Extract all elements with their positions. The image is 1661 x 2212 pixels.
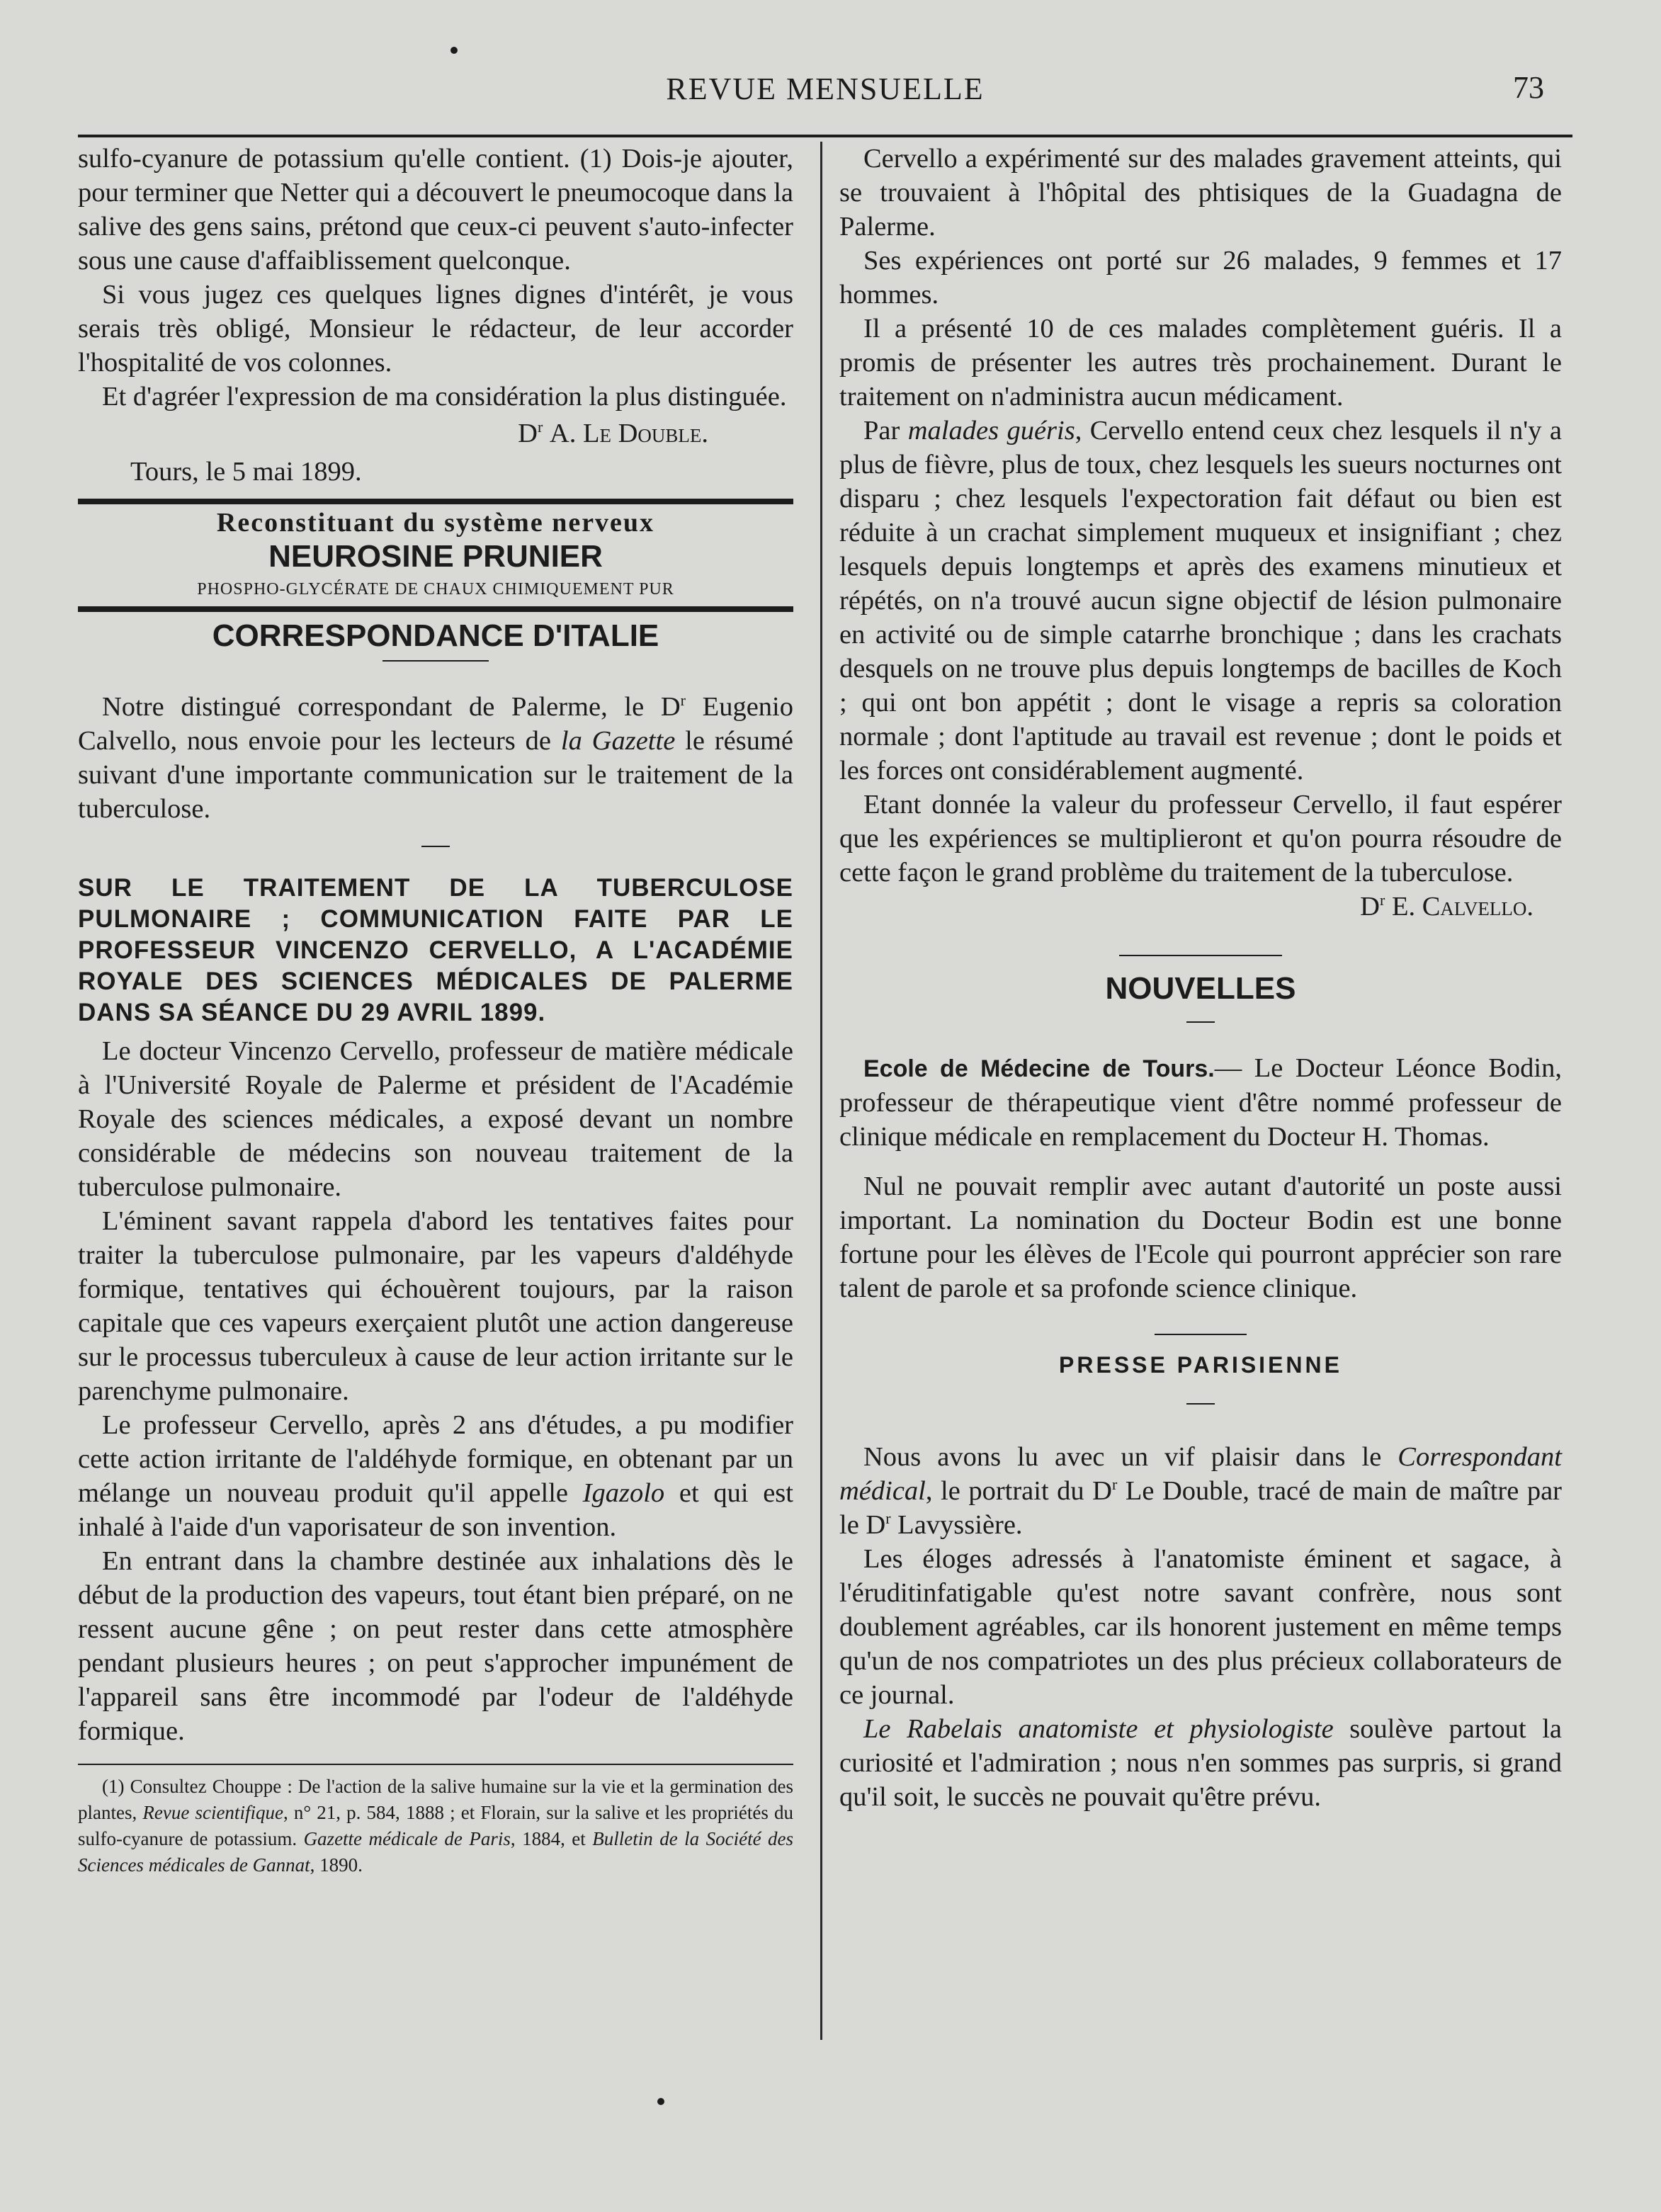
- r4-text-b: , Cervello entend ceux chez lesquels il n'y a plus de fièvre, plus de toux, chez lesquels les sueurs nocturnes ont disparu ; chez lesquels l'expectoration fait défaut ou bien est réduite à un crachat simplement muqueux et insignifiant ; chez lesquels depuis longtemps et après des examens minutieux et répétés, on n'a trouvé aucun signe objectif de lésion pulmonaire en activité ou de simple catarrhe bronchique ; dans les crachats desquels on ne trouve plus depuis longtemps de bacilles de Koch ; qui ont bon appétit ; dont le visage a repris sa coloration normale ; dont l'aptitude au travail est revenue ; dont le poids et les forces ont considérablement augmenté.: [839, 416, 1562, 785]
- section-title-italie: CORRESPONDANCE D'ITALIE: [212, 618, 659, 653]
- fn-text-c: , 1884, et: [510, 1828, 593, 1849]
- letter-paragraph-2: Si vous jugez ces quelques lignes dignes d'intérêt, je vous serais très obligé, Monsieur le rédacteur, de leur accorder l'hospitalité de vos colonnes.: [78, 280, 793, 378]
- presse-paragraph-1: [839, 1440, 1562, 1542]
- fn-italic-3: Bulletin de la Société des Sciences médicales de Gannat: [78, 1828, 794, 1876]
- column-divider: [820, 142, 822, 2040]
- separator-dash: [421, 846, 450, 847]
- r4-italic: malades guéris: [907, 416, 1075, 446]
- p1-text-d: Lavyssière.: [890, 1510, 1023, 1540]
- ad-top-rule: [78, 499, 793, 504]
- intro-italic: la Gazette: [560, 726, 676, 756]
- right-paragraph-3: Il a présenté 10 de ces malades complètement guéris. Il a promis de présenter les autres très prochainement. Durant le traitement on n'administra aucun médicament.: [839, 314, 1562, 412]
- article-paragraph-2: L'éminent savant rappela d'abord les tentatives faites pour traiter la tuberculose pulmonaire, par les vapeurs d'aldéhyde formique, tentatives qui échouèrent toujours, par la raison capitale que ces vapeurs exerçaient plutôt une action dangereuse sur le processus tuberculeux à cause de leur action irritante sur le parenchyme pulmonaire.: [78, 1206, 793, 1406]
- news-text: — Le Docteur Léonce Bodin, professeur de thérapeutique vient d'être nommé professeur de clinique médicale en remplacement du Docteur H. Thomas.: [839, 1053, 1562, 1152]
- running-title: REVUE MENSUELLE: [666, 72, 985, 106]
- p3-italic: Le Rabelais anatomiste et physiologiste: [863, 1714, 1334, 1744]
- page-number: 73: [1513, 70, 1544, 105]
- presse-top-rule: [1155, 1334, 1247, 1335]
- nouvelles-top-rule: [1119, 955, 1282, 956]
- fn-text-b: , n° 21, p. 584, 1888 ; et Florain, sur la salive et les propriétés du sulfo-cyanure de potassium.: [78, 1802, 793, 1849]
- article-title: SUR LE TRAITEMENT DE LA TUBERCULOSE PULMONAIRE ; COMMUNICATION FAITE PAR LE PROFESSEUR VINCENZO CERVELLO, A L'ACADÉMIE ROYALE DES SCIENCES MÉDICALES DE PALERME DANS SA SÉANCE DU 29 AVRIL 1899.: [78, 874, 793, 1026]
- page-header: [78, 64, 1572, 106]
- r4-text-a: Par: [863, 416, 908, 446]
- letter-dateline: Tours, le 5 mai 1899.: [130, 457, 362, 487]
- news-paragraph-2: Nul ne pouvait remplir avec autant d'autorité un poste aussi important. La nomination du Docteur Bodin est une bonne fortune pour les élèves de l'Ecole qui pourront apprécier son rare talent de parole et sa profonde science clinique.: [839, 1172, 1562, 1303]
- signature-prefix: D: [518, 419, 538, 448]
- fn-text-d: , 1890.: [310, 1854, 363, 1876]
- fn-italic-2: Gazette médicale de Paris: [303, 1828, 511, 1849]
- section-title-presse: PRESSE PARISIENNE: [1059, 1352, 1342, 1378]
- footnote-rule: [78, 1764, 793, 1765]
- p1-sup-1: r: [1112, 1475, 1118, 1494]
- p1-text-b: , le portrait du D: [925, 1476, 1112, 1506]
- news-paragraph-1: [839, 1051, 1562, 1154]
- right-paragraph-4: [839, 414, 1562, 788]
- right-paragraph-5: Etant donnée la valeur du professeur Cervello, il faut espérer que les expériences se multiplieront et qu'on pourra résoudre de cette façon le grand problème du traitement de la tuberculose.: [839, 790, 1562, 887]
- intro-sup: r: [680, 691, 686, 710]
- separator-dash: [1186, 1021, 1215, 1023]
- ink-dot: [657, 2098, 664, 2105]
- right-paragraph-1: Cervello a expérimenté sur des malades gravement atteints, qui se trouvaient à l'hôpital des phtisiques de la Guadagna de Palerme.: [839, 144, 1562, 242]
- p1-text-c: Le Double, tracé de main de maître par le D: [839, 1476, 1562, 1540]
- signature-name: A. Le Double.: [549, 419, 708, 448]
- fn-text-a: (1) Consultez Chouppe : De l'action de la salive humaine sur la vie et la germination des plantes,: [78, 1776, 793, 1823]
- presse-paragraph-2: Les éloges adressés à l'anatomiste éminent et sagace, à l'éruditinfatigable qu'est notre savant confrère, nous sont doublement agréables, car ils honorent justement en même temps qu'un de nos compatriotes un des plus précieux collaborateurs de ce journal.: [839, 1544, 1562, 1710]
- ad-tagline: Reconstituant du système nerveux: [216, 508, 655, 538]
- signature-name: E. Calvello.: [1391, 892, 1534, 921]
- left-column: [78, 142, 793, 1878]
- intro-text-a: Notre distingué correspondant de Palerme, le D: [102, 692, 681, 722]
- intro-text-b: Eugenio Calvello, nous envoie pour les lecteurs de: [78, 692, 793, 756]
- right-paragraph-2: Ses expériences ont porté sur 26 malades, 9 femmes et 17 hommes.: [839, 246, 1562, 310]
- news-heading: Ecole de Médecine de Tours.: [863, 1055, 1215, 1082]
- ad-product-name: NEUROSINE PRUNIER: [268, 539, 603, 574]
- article-paragraph-1: Le docteur Vincenzo Cervello, professeur de matière médicale à l'Université Royale de Palerme et président de l'Académie Royale des sciences médicales, a exposé devant un nombre considérable de médecins son nouveau traitement de la tuberculose pulmonaire.: [78, 1036, 793, 1202]
- section-rule: [382, 660, 489, 662]
- signature-sup: r: [537, 418, 543, 436]
- header-rule: [78, 135, 1572, 137]
- p3-text-b: soulève partout la curiosité et l'admiration ; nous n'en sommes pas surpris, si grand qu'il soit, le succès ne pouvait qu'être prévu.: [839, 1714, 1562, 1812]
- a3-italic: Igazolo: [582, 1478, 665, 1508]
- footnote: [78, 1774, 793, 1878]
- a3-text-a: Le professeur Cervello, après 2 ans d'études, a pu modifier cette action irritante de l'aldéhyde formique, en obtenant par un mélange un nouveau produit qu'il appelle: [78, 1410, 793, 1508]
- a3-text-b: et qui est inhalé à l'aide d'un vaporisateur de son invention.: [78, 1478, 793, 1542]
- article-paragraph-3: [78, 1408, 793, 1544]
- letter-signature: [78, 416, 793, 450]
- ink-dot: [450, 47, 458, 54]
- section-title-nouvelles: NOUVELLES: [1105, 971, 1296, 1006]
- letter-paragraph-1: sulfo-cyanure de potassium qu'elle contient. (1) Dois-je ajouter, pour terminer que Netter qui a découvert le pneumocoque dans la salive des gens sains, prétond que ceux-ci peuvent s'auto-infecter sous une cause d'affaiblissement quelconque.: [78, 144, 793, 276]
- right-column: [839, 142, 1562, 1814]
- p1-text-a: Nous avons lu avec un vif plaisir dans le: [863, 1442, 1398, 1472]
- article-signature: [839, 890, 1562, 924]
- separator-dash: [1186, 1403, 1215, 1405]
- intro-text-c: le résumé suivant d'une importante communication sur le traitement de la tuberculose.: [78, 726, 793, 824]
- signature-prefix: D: [1360, 892, 1380, 921]
- intro-paragraph: [78, 690, 793, 826]
- letter-paragraph-3: Et d'agréer l'expression de ma considération la plus distinguée.: [102, 382, 787, 412]
- presse-paragraph-3: [839, 1712, 1562, 1814]
- p1-sup-2: r: [885, 1509, 891, 1528]
- fn-italic-1: Revue scientifique: [142, 1802, 283, 1823]
- article-paragraph-4: En entrant dans la chambre destinée aux inhalations dès le début de la production des vapeurs, tout étant bien préparé, on ne ressent aucune gêne ; on peut rester dans cette atmosphère pendant plusieurs heures ; on peut s'approcher impunément de l'appareil sans être incommodé par l'odeur de l'aldéhyde formique.: [78, 1546, 793, 1746]
- ad-product-description: PHOSPHO-GLYCÉRATE DE CHAUX CHIMIQUEMENT PUR: [197, 580, 674, 599]
- ad-bottom-rule: [78, 606, 793, 612]
- signature-sup: r: [1379, 891, 1385, 909]
- p1-italic: Correspondant médical: [839, 1442, 1562, 1506]
